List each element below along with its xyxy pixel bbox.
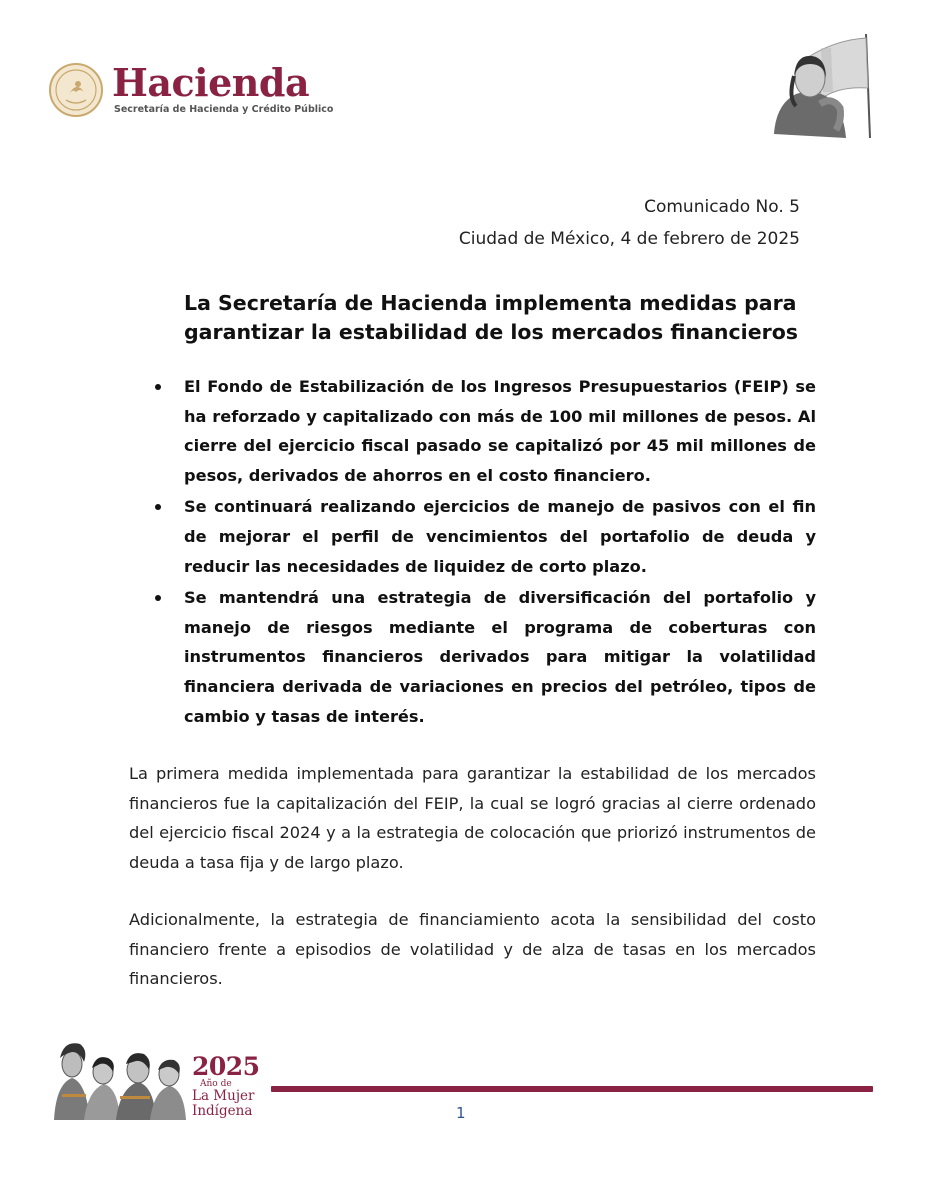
year-of-indigenous-woman-emblem: [192, 1054, 272, 1118]
heroine-flag-illustration-icon: [766, 34, 876, 142]
bullet-icon: [155, 504, 161, 510]
hacienda-logo: [48, 60, 334, 122]
headline: La Secretaría de Hacienda implementa medidas para garantizar la estabilidad de los mercados financieros: [184, 291, 799, 344]
list-item-text: Se continuará realizando ejercicios de manejo de pasivos con el fin de mejorar el perfil de vencimientos del portafolio de deuda y reducir las necesidades de liquidez de corto plazo.: [184, 497, 816, 576]
page-number: 1: [456, 1104, 466, 1122]
coat-of-arms-seal-icon: [48, 62, 104, 118]
place-date: Ciudad de México, 4 de febrero de 2025: [458, 229, 800, 249]
emblem-line-3: Indígena: [192, 1102, 253, 1119]
emblem-line-2: La Mujer: [192, 1088, 255, 1104]
emblem-line-1: Año de: [200, 1079, 232, 1089]
body-paragraph-2: Adicionalmente, la estrategia de financiamiento acota la sensibilidad del costo financiero frente a episodios de volatilidad y de alza de tasas en los mercados financieros.: [129, 910, 816, 989]
footer-divider: [271, 1086, 873, 1092]
list-item-text: Se mantendrá una estrategia de diversificación del portafolio y manejo de riesgos mediante el programa de coberturas con instrumentos financieros derivados para mitigar la volatilidad financiera derivada de variaciones en precios del petróleo, tipos de cambio y tasas de interés.: [184, 588, 816, 726]
indigenous-women-illustration-icon: [50, 1034, 188, 1120]
communique-number: Comunicado No. 5: [644, 197, 800, 217]
brand-subtitle: Secretaría de Hacienda y Crédito Público: [114, 104, 334, 115]
emblem-year: 2025: [192, 1052, 260, 1081]
brand-name: Hacienda: [112, 60, 310, 105]
list-item: [184, 492, 816, 581]
list-item-text: El Fondo de Estabilización de los Ingresos Presupuestarios (FEIP) se ha reforzado y capitalizado con más de 100 mil millones de pesos. Al cierre del ejercicio fiscal pasado se capitalizó por 45 mil millones de pesos, derivados de ahorros en el costo financiero.: [184, 377, 816, 485]
body-paragraph-1: La primera medida implementada para garantizar la estabilidad de los mercados financieros fue la capitalización del FEIP, la cual se logró gracias al cierre ordenado del ejercicio fiscal 2024 y a la estrategia de colocación que priorizó instrumentos de deuda a tasa fija y de largo plazo.: [129, 764, 816, 872]
list-item: [184, 372, 816, 490]
bullet-icon: [155, 384, 161, 390]
list-item: [184, 583, 816, 731]
key-points-list: [184, 372, 816, 733]
bullet-icon: [155, 595, 161, 601]
